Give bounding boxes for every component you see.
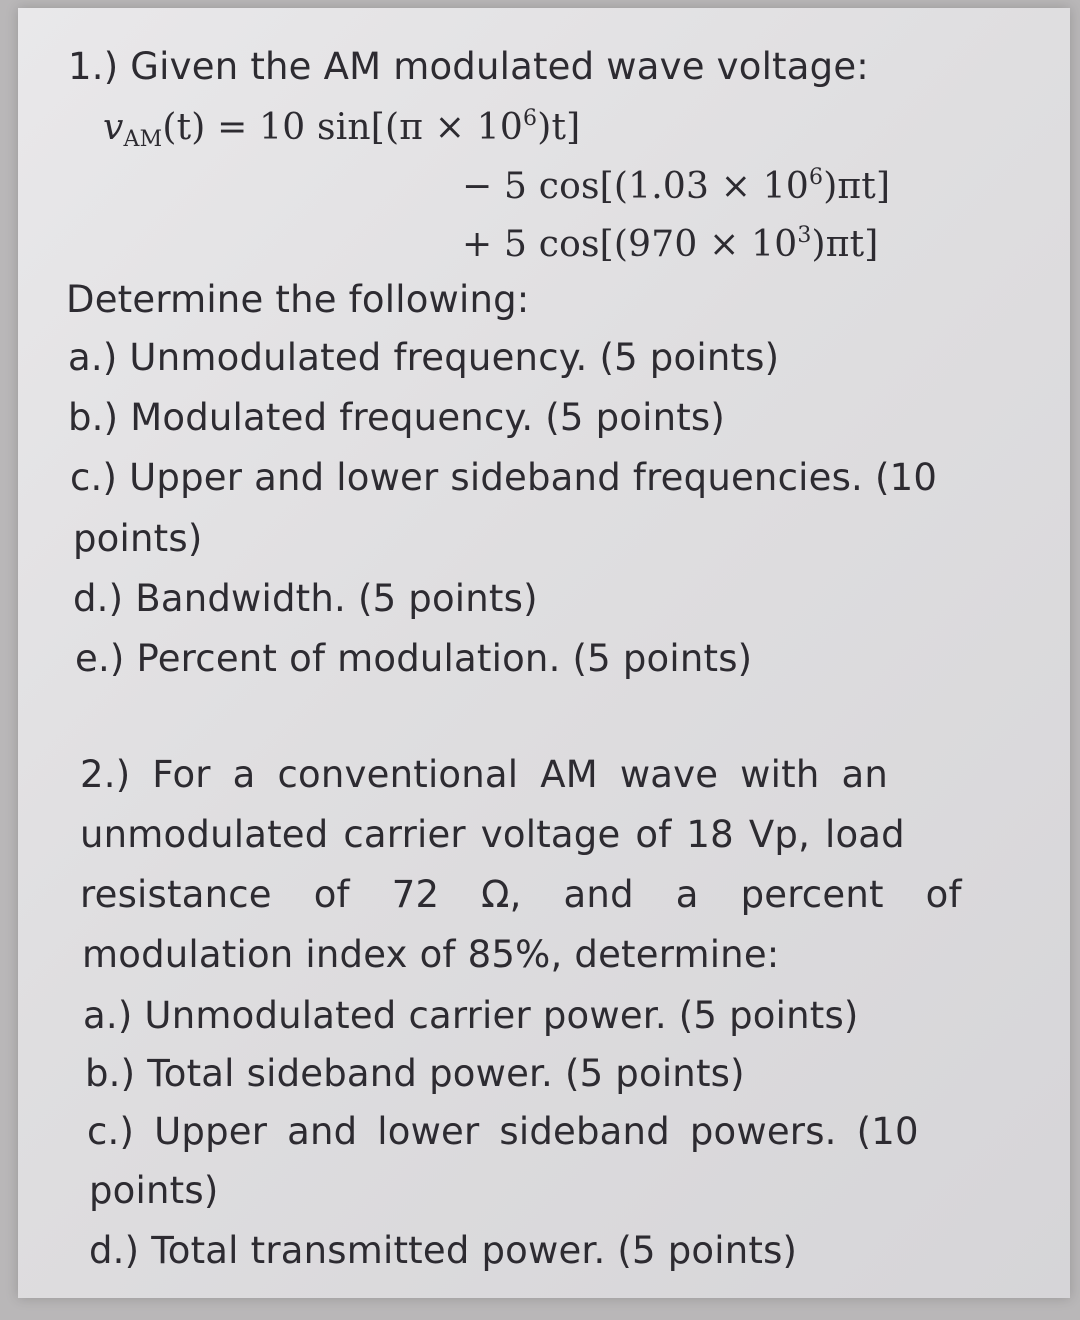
question-2-item-c-continued: points) xyxy=(89,1169,219,1212)
question-1-item-c-continued: points) xyxy=(73,517,203,560)
question-2-item-c: c.) Upper and lower sideband powers. (10 xyxy=(87,1110,919,1153)
equation-line-3-end: )πt] xyxy=(811,224,879,265)
equation-line-1-exponent: 6 xyxy=(523,106,538,131)
question-1-item-e: e.) Percent of modulation. (5 points) xyxy=(75,637,753,680)
equation-line-1-end: )t] xyxy=(537,107,581,148)
question-1-item-b: b.) Modulated frequency. (5 points) xyxy=(68,396,726,439)
equation-subscript: AM xyxy=(123,127,163,152)
equation-line-1 xyxy=(103,108,580,151)
equation-line-3-exponent: 3 xyxy=(797,223,812,248)
question-2-line-4: modulation index of 85%, determine: xyxy=(82,933,780,976)
equation-line-2 xyxy=(462,167,890,205)
question-2-item-a: a.) Unmodulated carrier power. (5 points) xyxy=(83,994,859,1037)
equation-line-2-exponent: 6 xyxy=(808,165,824,190)
equation-line-2-main: − 5 cos[(1.03 × 10 xyxy=(462,166,809,207)
question-2-line-3: resistance of 72 Ω, and a percent of xyxy=(80,873,962,916)
question-2-item-d: d.) Total transmitted power. (5 points) xyxy=(89,1229,798,1272)
question-1-item-a: a.) Unmodulated frequency. (5 points) xyxy=(68,336,780,379)
equation-line-3 xyxy=(462,225,879,263)
equation-line-2-end: )πt] xyxy=(823,166,891,207)
equation-variable: v xyxy=(103,107,124,148)
question-1-item-d: d.) Bandwidth. (5 points) xyxy=(73,577,538,620)
question-2-item-b: b.) Total sideband power. (5 points) xyxy=(85,1052,745,1095)
question-1-prompt: Determine the following: xyxy=(66,278,530,321)
question-2-line-2: unmodulated carrier voltage of 18 Vp, load xyxy=(80,813,905,856)
equation-line-3-main: + 5 cos[(970 × 10 xyxy=(462,224,798,265)
equation-line-1-main: (t) = 10 sin[(π × 10 xyxy=(162,107,524,148)
question-1-title: 1.) Given the AM modulated wave voltage: xyxy=(68,45,869,88)
question-2-line-1: 2.) For a conventional AM wave with an xyxy=(80,753,888,796)
question-1-item-c: c.) Upper and lower sideband frequencies. (10 xyxy=(70,456,938,499)
